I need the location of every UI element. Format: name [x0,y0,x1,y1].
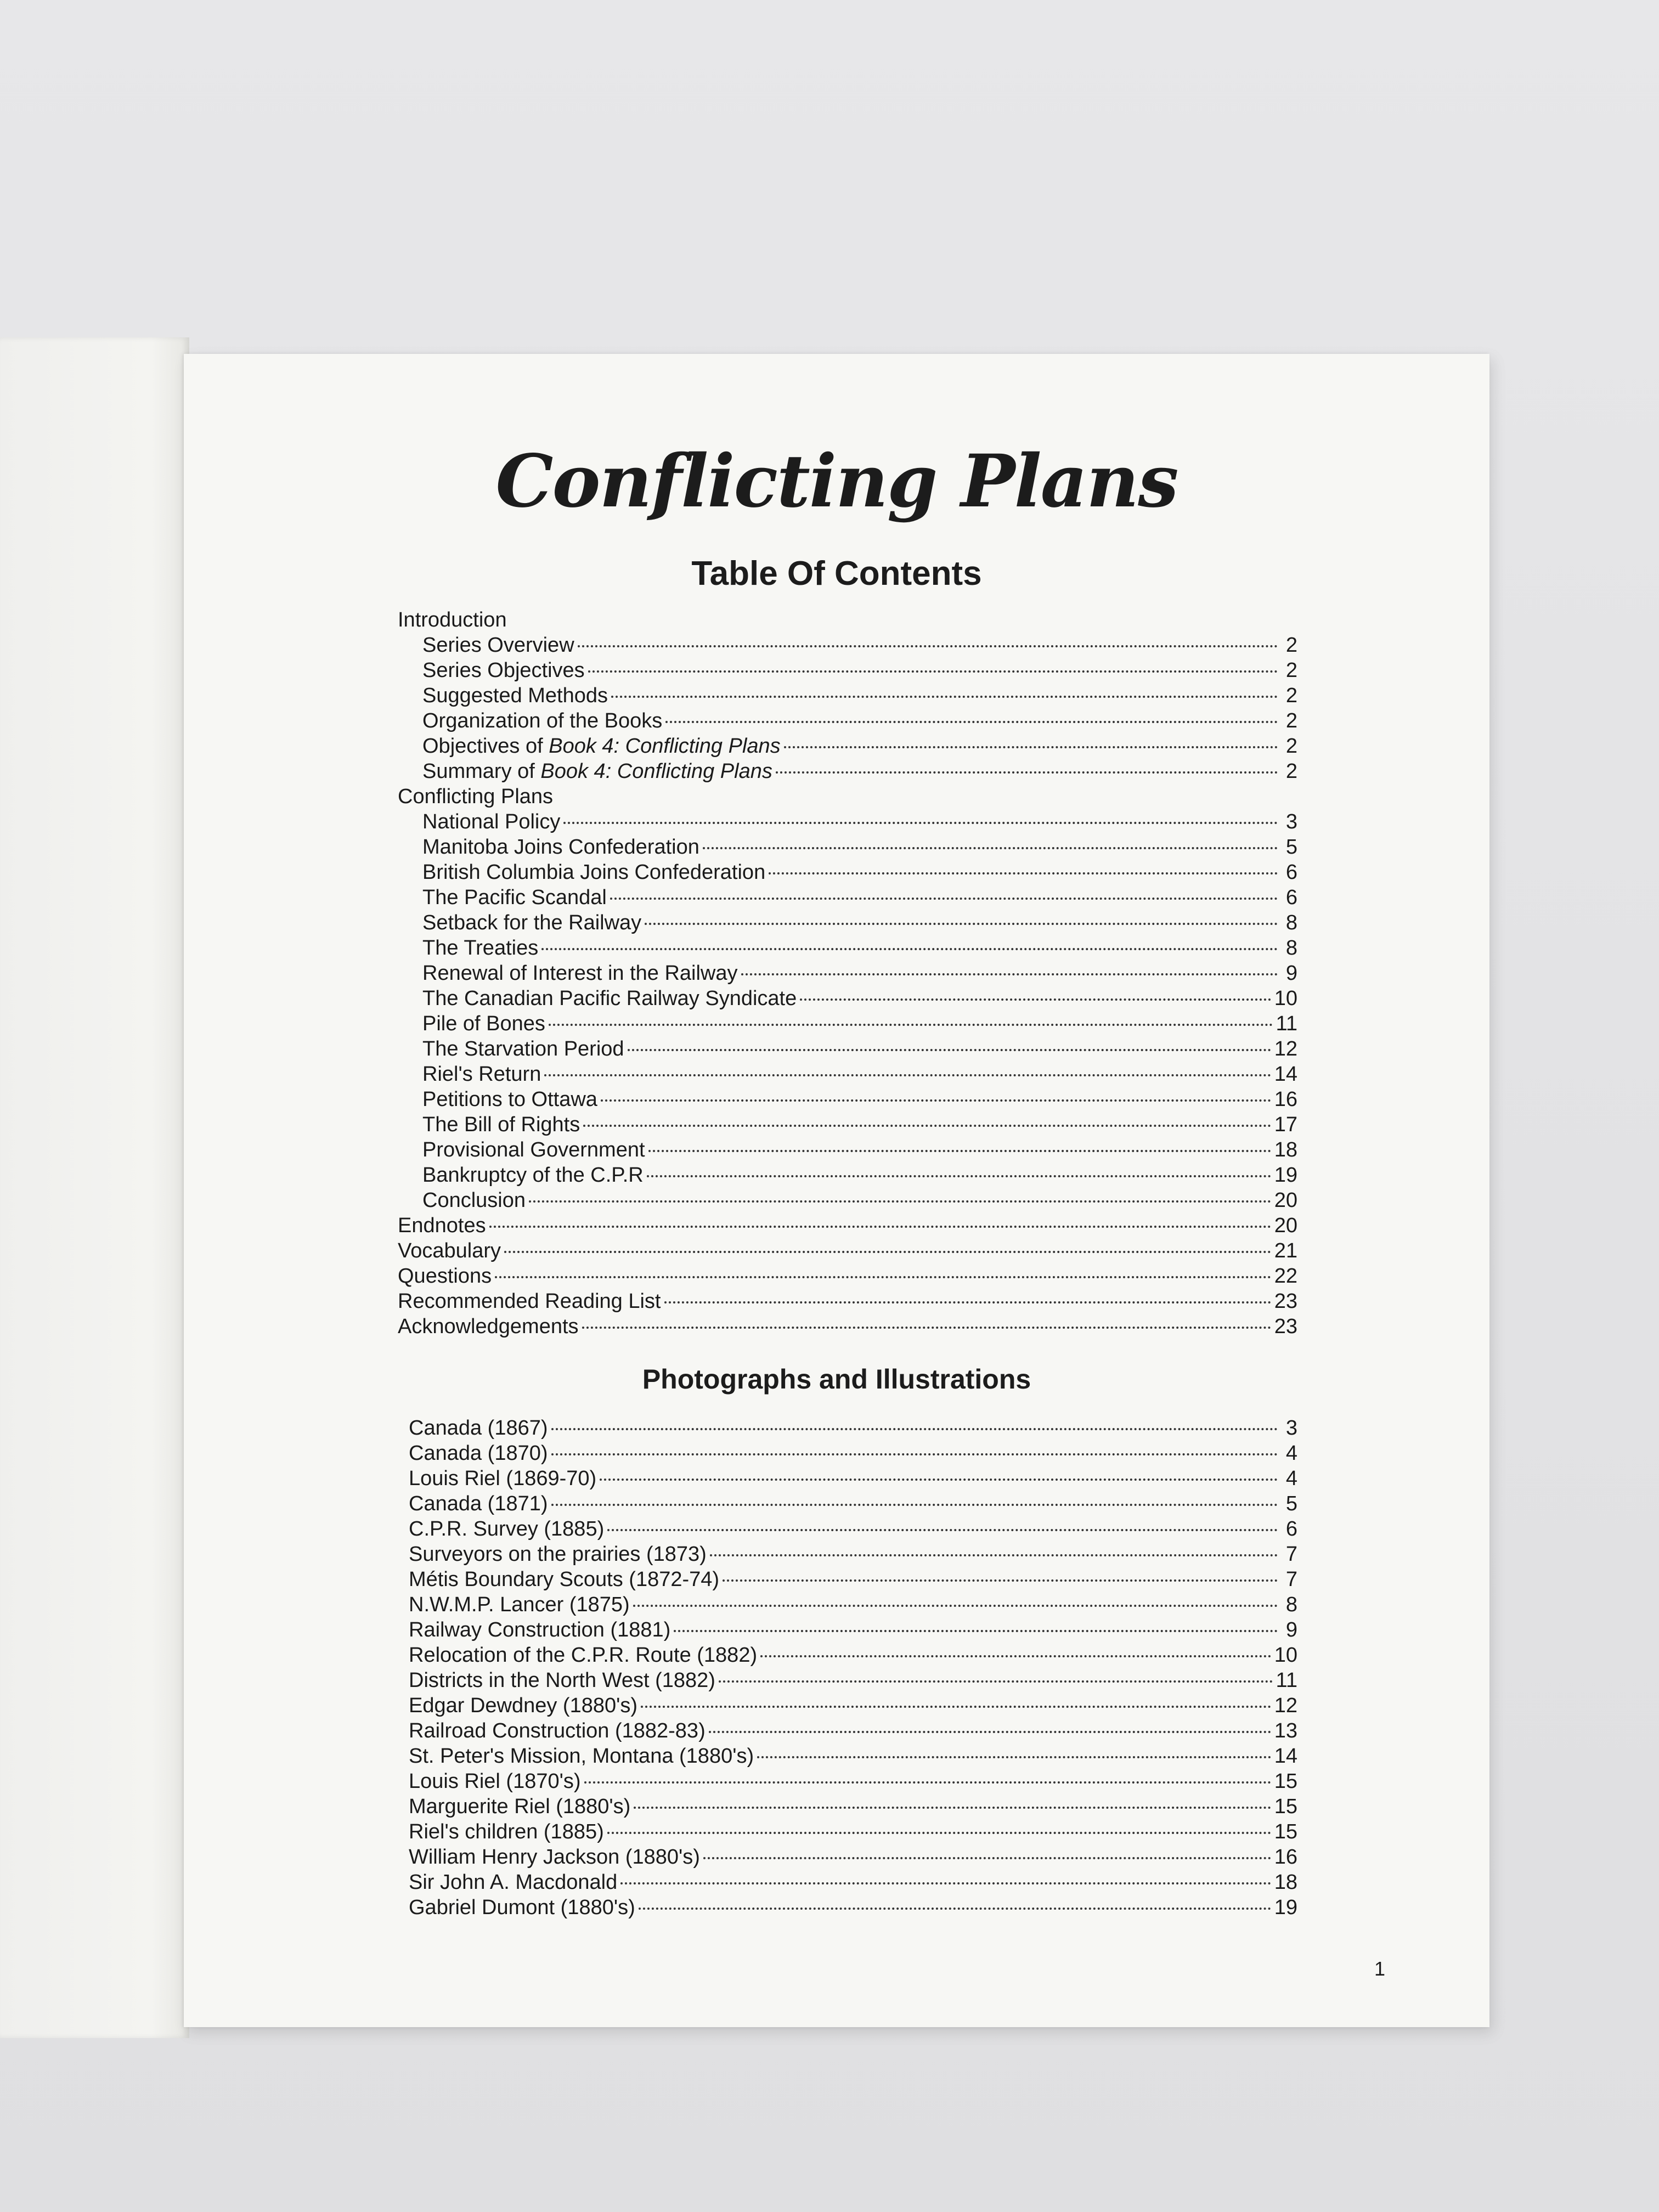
page-title: Conflicting Plans [495,439,1178,524]
toc-back-matter-list [398,1213,1297,1339]
dot-leader [703,847,1278,849]
toc-entry-page: 2 [1285,735,1297,758]
toc-entry [398,759,1297,784]
toc-entry [409,1693,1297,1718]
toc-entry-page: 14 [1274,1063,1297,1086]
dot-leader [647,1175,1271,1177]
toc-entry-page: 9 [1285,1618,1297,1641]
toc-entry-page: 2 [1285,659,1297,682]
toc-entry-page: 15 [1274,1770,1297,1793]
toc-entry-label-book-title: Book 4: Conflicting Plans [540,760,772,783]
toc-entry-label [422,733,781,759]
toc-entry [398,1062,1297,1087]
toc-entry-page: 16 [1274,1846,1297,1869]
toc-entry [398,809,1297,834]
dot-leader [582,1327,1271,1329]
toc-conflicting-plans-list [398,809,1297,1213]
toc-entry-label: Relocation of the C.P.R. Route (1882) [409,1644,758,1667]
toc-entry-page: 5 [1285,1492,1297,1515]
toc-entry-page: 23 [1274,1315,1297,1338]
toc-entry [398,658,1297,683]
table-of-contents [398,607,1297,1339]
toc-entry-label: Marguerite Riel (1880's) [409,1795,631,1818]
toc-entry [398,1112,1297,1137]
toc-entry-label: Bankruptcy of the C.P.R [422,1164,644,1187]
toc-entry [409,1466,1297,1491]
toc-entry-label: St. Peter's Mission, Montana (1880's) [409,1745,754,1768]
dot-leader [633,1605,1278,1607]
toc-entry-label-prefix: Objectives of [422,735,549,758]
toc-entry-page: 11 [1276,1012,1297,1035]
toc-entry [409,1441,1297,1466]
dot-leader [578,645,1278,647]
dot-leader [741,973,1278,975]
toc-entry-label: Organization of the Books [422,709,663,732]
toc-entry [409,1794,1297,1819]
toc-entry-page: 8 [1285,911,1297,934]
toc-entry-label: Provisional Government [422,1138,645,1161]
toc-entry [398,1011,1297,1036]
toc-entry-page: 8 [1285,1593,1297,1616]
toc-entry-label: Vocabulary [398,1239,501,1262]
toc-entry-label: Canada (1871) [409,1492,548,1515]
dot-leader [776,771,1278,774]
toc-entry-page: 19 [1274,1164,1297,1187]
dot-leader [665,721,1278,723]
toc-entry-page: 12 [1274,1694,1297,1717]
dot-leader [583,1125,1271,1127]
dot-leader [544,1074,1271,1076]
toc-entry-page: 2 [1285,684,1297,707]
toc-entry-page: 15 [1274,1795,1297,1818]
dot-leader [628,1049,1271,1051]
toc-entry-label: The Canadian Pacific Railway Syndicate [422,987,797,1010]
toc-entry [409,1844,1297,1870]
toc-entry-label: Edgar Dewdney (1880's) [409,1694,638,1717]
dot-leader [495,1276,1271,1278]
toc-entry-label: Setback for the Railway [422,911,642,934]
toc-entry-label: N.W.M.P. Lancer (1875) [409,1593,630,1616]
dot-leader [709,1731,1271,1733]
dot-leader [611,696,1278,698]
dot-leader [784,746,1278,748]
toc-entry [398,1163,1297,1188]
booklet-page [184,354,1489,2027]
toc-entry [398,910,1297,935]
toc-entry-label: Canada (1870) [409,1442,548,1465]
dot-leader [757,1756,1271,1758]
toc-entry-label: Riel's Return [422,1063,541,1086]
dot-leader [551,1428,1278,1430]
toc-entry-page: 17 [1274,1113,1297,1136]
toc-entry-page: 5 [1285,836,1297,859]
toc-entry [398,834,1297,860]
toc-entry-label: National Policy [422,810,561,833]
toc-entry-label: Louis Riel (1870's) [409,1770,581,1793]
toc-entry [398,1238,1297,1263]
toc-section-introduction: Introduction [398,608,507,631]
toc-entry-page: 2 [1285,760,1297,783]
dot-leader [639,1908,1271,1910]
toc-entry-page: 6 [1285,861,1297,884]
toc-entry-label: Riel's children (1885) [409,1820,604,1843]
toc-entry-label: C.P.R. Survey (1885) [409,1517,605,1541]
toc-entry-label: Questions [398,1265,492,1288]
toc-entry-label: Railroad Construction (1882-83) [409,1719,706,1742]
dot-leader [551,1504,1278,1506]
toc-entry-label: Conclusion [422,1189,526,1212]
toc-entry [409,1542,1297,1567]
toc-entry [409,1617,1297,1643]
toc-entry-label: The Starvation Period [422,1037,624,1060]
toc-entry [409,1491,1297,1516]
toc-entry-page: 18 [1274,1871,1297,1894]
dot-leader [529,1200,1271,1203]
toc-section-conflicting-plans: Conflicting Plans [398,785,554,808]
toc-entry-label: Railway Construction (1881) [409,1618,671,1641]
toc-entry [409,1516,1297,1542]
toc-heading: Table Of Contents [691,555,982,592]
toc-entry-page: 4 [1285,1442,1297,1465]
toc-entry-label: Sir John A. Macdonald [409,1871,618,1894]
toc-entry [398,1263,1297,1289]
dot-leader [601,1099,1271,1102]
dot-leader [588,670,1278,673]
dot-leader [641,1706,1271,1708]
dot-leader [489,1226,1271,1228]
toc-entry-label: Louis Riel (1869-70) [409,1467,597,1490]
toc-entry [409,1819,1297,1844]
toc-entry-page: 10 [1274,1644,1297,1667]
toc-entry-label: Pile of Bones [422,1012,545,1035]
toc-entry-label-prefix: Summary of [422,760,541,783]
toc-entry [398,935,1297,961]
photo-list [409,1415,1297,1920]
toc-entry-page: 2 [1285,709,1297,732]
toc-entry-page: 11 [1276,1669,1297,1692]
toc-entry-page: 3 [1285,1417,1297,1440]
toc-entry-page: 6 [1285,886,1297,909]
toc-entry-label: Acknowledgements [398,1315,579,1338]
toc-entry [409,1895,1297,1920]
toc-entry [398,986,1297,1011]
dot-leader [549,1024,1273,1026]
toc-entry [409,1567,1297,1592]
dot-leader [664,1301,1271,1304]
toc-entry-label: The Bill of Rights [422,1113,580,1136]
toc-entry-page: 22 [1274,1265,1297,1288]
toc-entry-page: 12 [1274,1037,1297,1060]
toc-entry [409,1668,1297,1693]
dot-leader [723,1579,1278,1582]
toc-entry-label: Renewal of Interest in the Railway [422,962,738,985]
dot-leader [648,1150,1271,1152]
toc-entry-page: 20 [1274,1189,1297,1212]
toc-entry-page: 9 [1285,962,1297,985]
toc-entry-label: Métis Boundary Scouts (1872-74) [409,1568,720,1591]
dot-leader [607,1832,1271,1834]
toc-entry [398,683,1297,708]
toc-entry-label: Endnotes [398,1214,486,1237]
toc-entry [398,1289,1297,1314]
dot-leader [551,1453,1278,1455]
dot-leader [541,948,1278,950]
facing-page [0,337,189,2038]
dot-leader [610,898,1278,900]
toc-entry [398,633,1297,658]
toc-entry-page: 23 [1274,1290,1297,1313]
toc-entry-label: Canada (1867) [409,1417,548,1440]
toc-entry [398,1213,1297,1238]
toc-entry [409,1718,1297,1743]
toc-entry [398,961,1297,986]
toc-entry-label: Manitoba Joins Confederation [422,836,699,859]
toc-entry-label-book-title: Book 4: Conflicting Plans [549,735,781,758]
toc-entry-page: 19 [1274,1896,1297,1919]
toc-entry-label: The Pacific Scandal [422,886,607,909]
toc-entry [398,733,1297,759]
dot-leader [703,1857,1271,1859]
toc-entry-label: Petitions to Ottawa [422,1088,597,1111]
toc-entry-page: 15 [1274,1820,1297,1843]
toc-entry [398,860,1297,885]
toc-entry-page: 18 [1274,1138,1297,1161]
toc-entry [409,1769,1297,1794]
page-number: 1 [1374,1957,1385,1980]
toc-entry [398,1137,1297,1163]
toc-entry [398,885,1297,910]
toc-entry-label [422,759,772,784]
dot-leader [760,1655,1271,1657]
toc-entry [409,1743,1297,1769]
toc-entry-label: Series Objectives [422,659,585,682]
toc-entry [409,1415,1297,1441]
toc-entry [398,708,1297,733]
toc-entry-page: 16 [1274,1088,1297,1111]
toc-entry-page: 10 [1274,987,1297,1010]
toc-entry [398,1087,1297,1112]
toc-entry-label: The Treaties [422,936,539,960]
toc-entry-page: 21 [1274,1239,1297,1262]
toc-entry [409,1870,1297,1895]
toc-entry-page: 14 [1274,1745,1297,1768]
toc-entry-page: 8 [1285,936,1297,960]
toc-entry [398,1036,1297,1062]
dot-leader [607,1529,1278,1531]
dot-leader [719,1680,1273,1683]
dot-leader [645,923,1278,925]
dot-leader [600,1479,1278,1481]
dot-leader [620,1882,1271,1884]
toc-entry-page: 2 [1285,634,1297,657]
dot-leader [800,998,1271,1001]
toc-entry-label: Districts in the North West (1882) [409,1669,715,1692]
toc-entry-page: 20 [1274,1214,1297,1237]
toc-entry [398,1314,1297,1339]
dot-leader [504,1251,1271,1253]
toc-entry [409,1592,1297,1617]
dot-leader [769,872,1278,874]
toc-entry-page: 7 [1285,1568,1297,1591]
dot-leader [710,1554,1278,1556]
dot-leader [584,1781,1271,1784]
toc-entry-label: Series Overview [422,634,574,657]
toc-entry-label: British Columbia Joins Confederation [422,861,766,884]
toc-entry-label: William Henry Jackson (1880's) [409,1846,700,1869]
toc-entry-label: Recommended Reading List [398,1290,661,1313]
toc-entry [398,1188,1297,1213]
toc-entry-page: 4 [1285,1467,1297,1490]
toc-entry-label: Surveyors on the prairies (1873) [409,1543,707,1566]
toc-entry-page: 7 [1285,1543,1297,1566]
dot-leader [563,822,1278,824]
toc-entry-label: Gabriel Dumont (1880's) [409,1896,635,1919]
toc-entry [409,1643,1297,1668]
dot-leader [634,1807,1271,1809]
toc-entry-page: 6 [1285,1517,1297,1541]
toc-entry-label: Suggested Methods [422,684,608,707]
toc-entry-page: 3 [1285,810,1297,833]
toc-introduction-list [398,633,1297,784]
photos-heading: Photographs and Illustrations [642,1364,1031,1395]
dot-leader [674,1630,1278,1632]
toc-entry-page: 13 [1274,1719,1297,1742]
